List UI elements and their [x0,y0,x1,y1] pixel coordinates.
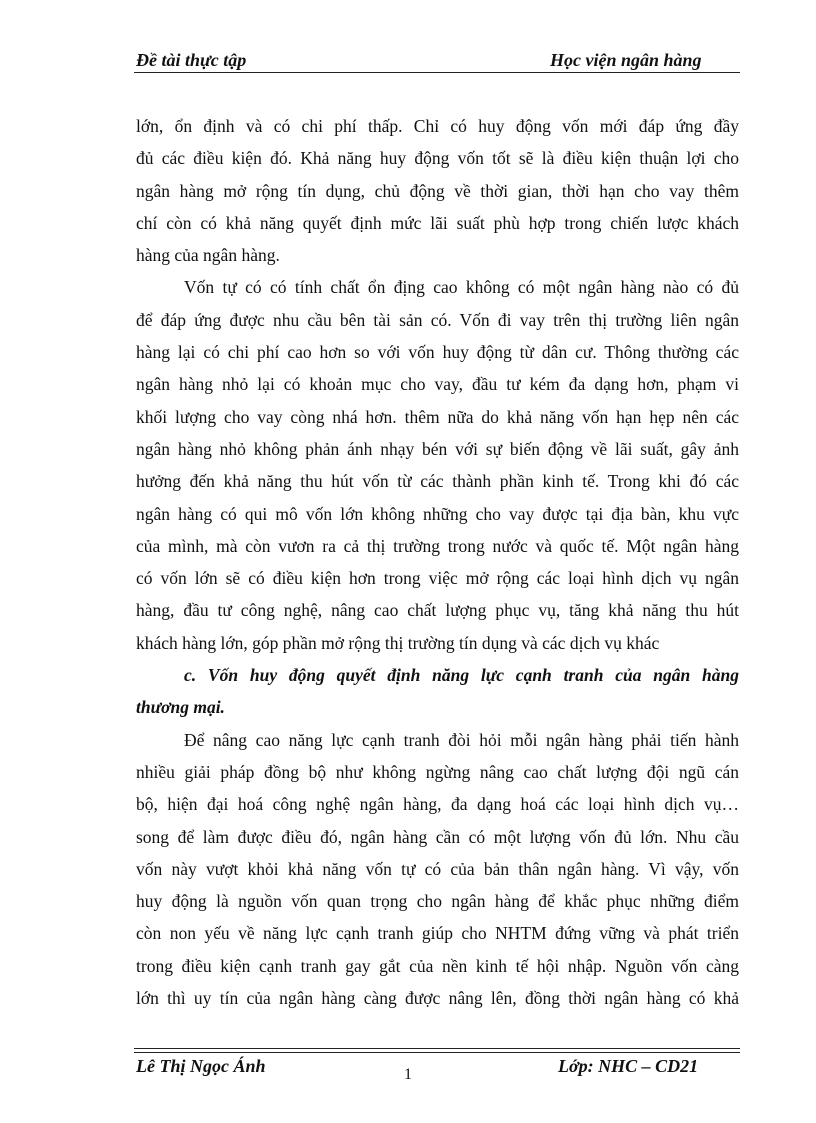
body-line: ngân hàng nhỏ không phản ánh nhạy bén với sự biến động về lãi suất, gây ảnh [136,438,739,459]
header-institution: Học viện ngân hàng [550,50,702,70]
body-line: khối lượng cho vay còng nhá hơn. thêm nữa do khả năng vốn hạn hẹp nên các [136,406,739,427]
body-line: hàng lại có chi phí cao hơn so với vốn huy động từ dân cư. Thông thường các [136,342,739,363]
body-line: trong điều kiện cạnh tranh gay gắt của nền kinh tế hội nhập. Nguồn vốn càng [136,955,739,976]
body-line: hàng của ngân hàng. [136,245,280,266]
section-heading: c. Vốn huy động quyết định năng lực cạnh tranh của ngân hàng [184,665,739,686]
body-line: hưởng đến khả năng thu hút vốn từ các thành phần kinh tế. Trong khi đó các [136,471,739,492]
document-body [136,110,739,1014]
body-line: vốn này vượt khỏi khả năng vốn tự có của bản thân ngân hàng. Vì vậy, vốn [136,858,739,879]
body-line: để đáp ứng được nhu cầu bên tài sản có. Vốn đi vay trên thị trường liên ngân [136,309,739,330]
footer-rule [134,1052,740,1053]
body-line: ngân hàng nhỏ lại có khoản mục cho vay, đầu tư kém đa dạng hơn, phạm vi [136,374,739,395]
header-thesis-title: Đề tài thực tập [136,50,247,70]
body-line: còn non yếu về năng lực cạnh tranh giúp cho NHTM đứng vững và phát triển [136,923,739,944]
body-line: lớn, ổn định và có chi phí thấp. Chỉ có huy động vốn mới đáp ứng đầy [136,116,739,136]
header-rule [134,72,740,73]
body-line: chí còn có khả năng quyết định mức lãi suất phù hợp trong chiến lược khách [136,212,739,233]
page-header [134,46,740,74]
footer-author: Lê Thị Ngọc Ánh [136,1056,266,1076]
page-footer [134,1048,740,1088]
body-line: lớn thì uy tín của ngân hàng càng được nâng lên, đồng thời ngân hàng có khả [136,988,739,1009]
body-line: bộ, hiện đại hoá công nghệ ngân hàng, đa dạng hoá các loại hình dịch vụ… [136,794,739,815]
body-line: khách hàng lớn, góp phần mở rộng thị trường tín dụng và các dịch vụ khác [136,632,660,653]
body-line: có vốn lớn sẽ có điều kiện hơn trong việc mở rộng các loại hình dịch vụ ngân [136,568,739,589]
body-line: hàng, đầu tư công nghệ, nâng cao chất lượng phục vụ, tăng khả năng thu hút [136,600,739,621]
body-line: Vốn tự có có tính chất ổn địng cao không có một ngân hàng nào có đủ [184,277,739,298]
body-line: Để nâng cao năng lực cạnh tranh đòi hỏi mỗi ngân hàng phải tiến hành [184,729,739,750]
footer-rule [134,1048,740,1049]
section-heading: thương mại. [136,697,225,718]
footer-class: Lớp: NHC – CD21 [558,1056,699,1076]
body-line: song để làm được điều đó, ngân hàng cần có một lượng vốn đủ lớn. Nhu cầu [136,826,739,847]
body-line: nhiều giải pháp đồng bộ như không ngừng nâng cao chất lượng đội ngũ cán [136,761,739,782]
body-line: ngân hàng có qui mô vốn lớn không những cho vay được tại địa bàn, khu vực [136,503,739,524]
page-number: 1 [404,1066,412,1083]
body-line: đủ các điều kiện đó. Khả năng huy động vốn tốt sẽ là điều kiện thuận lợi cho [136,148,739,169]
body-line: của mình, mà còn vươn ra cả thị trường trong nước và quốc tế. Một ngân hàng [136,535,739,556]
body-line: huy động là nguồn vốn quan trọng cho ngân hàng để khắc phục những điểm [136,891,739,912]
body-line: ngân hàng mở rộng tín dụng, chủ động về thời gian, thời hạn cho vay thêm [136,180,739,201]
